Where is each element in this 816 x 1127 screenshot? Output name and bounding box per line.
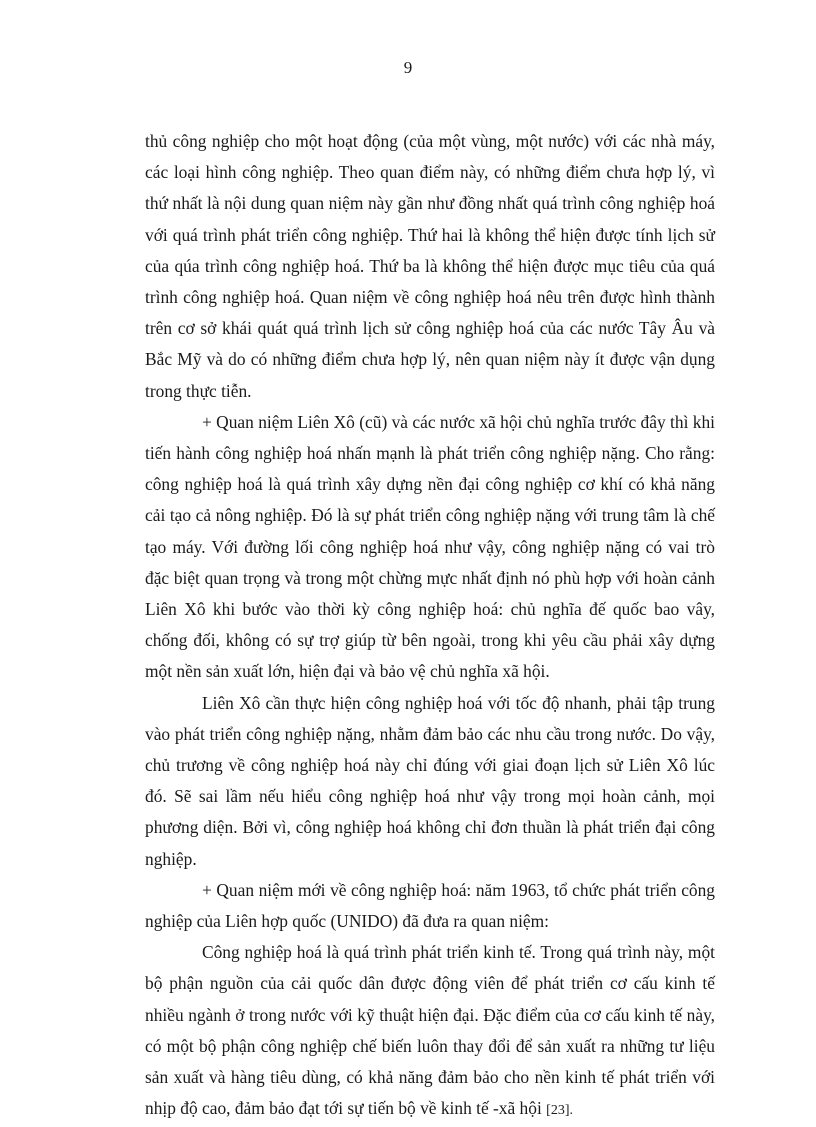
body-text	[145, 126, 715, 1127]
definition-text: Công nghiệp hoá là quá trình phát triển kinh tế. Trong quá trình này, một bộ phận nguồn của cải quốc dân được động viên để phát triển cơ cấu kinh tế nhiều ngành ở trong nước với kỹ thuật hiện đại. Đặc điểm của cơ cấu kinh tế này, có một bộ phận công nghiệp chế biến luôn thay đổi để sản xuất ra những tư liệu sản xuất và hàng tiêu dùng, có khả năng đảm bảo cho nền kinh tế phát triển với nhịp độ cao, đảm bảo đạt tới sự tiến bộ về kinh tế -xã hội	[145, 942, 715, 1119]
paragraph-unido-definition	[145, 937, 715, 1126]
citation-reference: [23].	[546, 1103, 573, 1119]
paragraph-unido-intro: + Quan niệm mới về công nghiệp hoá: năm 1963, tổ chức phát triển công nghiệp của Liên hợp quốc (UNIDO) đã đưa ra quan niệm:	[145, 879, 715, 932]
paragraph-soviet-context: Liên Xô cần thực hiện công nghiệp hoá với tốc độ nhanh, phải tập trung vào phát triển công nghiệp nặng, nhằm đảm bảo các nhu cầu trong nước. Do vậy, chủ trương về công nghiệp hoá này chỉ đúng với giai đoạn lịch sử Liên Xô lúc đó. Sẽ sai lầm nếu hiểu công nghiệp hoá như vậy trong mọi hoàn cảnh, mọi phương diện. Bởi vì, công nghiệp hoá không chỉ đơn thuần là phát triển đại công nghiệp.	[145, 692, 715, 869]
paragraph-soviet-view: + Quan niệm Liên Xô (cũ) và các nước xã hội chủ nghĩa trước đây thì khi tiến hành công nghiệp hoá nhấn mạnh là phát triển công nghiệp nặng. Cho rằng: công nghiệp hoá là quá trình xây dựng nền đại công nghiệp cơ khí có khả năng cải tạo cả nông nghiệp. Đó là sự phát triển công nghiệp nặng với trung tâm là chế tạo máy. Với đường lối công nghiệp hoá như vậy, công nghiệp nặng có vai trò đặc biệt quan trọng và trong một chừng mực nhất định nó phù hợp với hoàn cảnh Liên Xô khi bước vào thời kỳ công nghiệp hoá: chủ nghĩa đế quốc bao vây, chống đối, không có sự trợ giúp từ bên ngoài, trong khi yêu cầu phải xây dựng một nền sản xuất lớn, hiện đại và bảo vệ chủ nghĩa xã hội.	[145, 411, 715, 682]
paragraph-industrialization-critique: thủ công nghiệp cho một hoạt động (của một vùng, một nước) với các nhà máy, các loại hình công nghiệp. Theo quan điểm này, có những điểm chưa hợp lý, vì thứ nhất là nội dung quan niệm này gần như đồng nhất quá trình công nghiệp hoá với quá trình phát triển công nghiệp. Thứ hai là không thể hiện được tính lịch sử của qúa trình công nghiệp hoá. Thứ ba là không thể hiện được mục tiêu của quá trình công nghiệp hoá. Quan niệm về công nghiệp hoá nêu trên được hình thành trên cơ sở khái quát quá trình lịch sử công nghiệp hoá của các nước Tây Âu và Bắc Mỹ và do có những điểm chưa hợp lý, nên quan niệm này ít được vận dụng trong thực tiễn.	[145, 131, 715, 401]
page-number: 9	[403, 58, 413, 77]
